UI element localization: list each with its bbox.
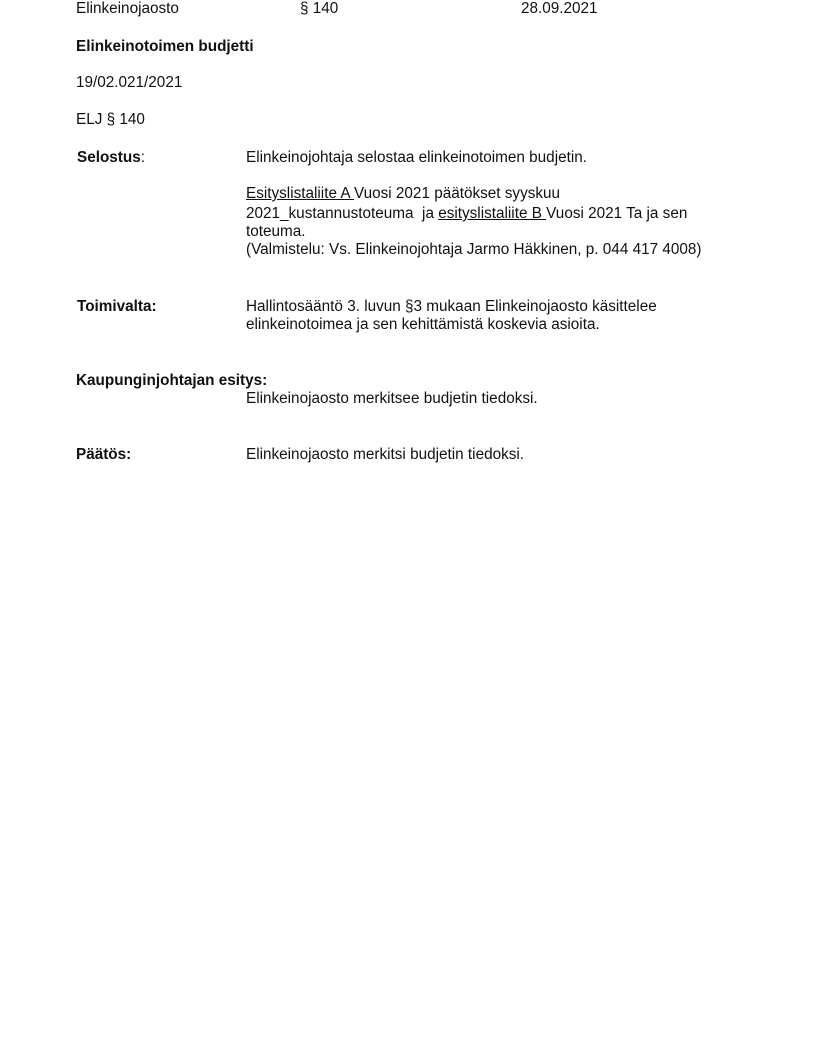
section-reference: ELJ § 140 xyxy=(76,111,145,128)
attachment-b-link[interactable]: esityslistaliite B xyxy=(438,205,547,222)
selostus-label-colon: : xyxy=(140,149,146,166)
paatos-text: Elinkeinojaosto merkitsi budjetin tiedoksi. xyxy=(246,446,525,463)
attachment-a-description: Vuosi 2021 päätökset syyskuu xyxy=(353,185,561,202)
header-meeting-date: 28.09.2021 xyxy=(521,0,598,17)
header-body-name: Elinkeinojaosto xyxy=(76,0,179,17)
attachment-a-description-cont: 2021_kustannustoteuma xyxy=(246,205,418,222)
selostus-text: Elinkeinojohtaja selostaa elinkeinotoimen budjetin. xyxy=(246,149,588,166)
header-section-number: § 140 xyxy=(300,0,339,17)
selostus-preparer: (Valmistelu: Vs. Elinkeinojohtaja Jarmo Häkkinen, p. 044 417 4008) xyxy=(246,241,702,258)
esitys-label: Kaupunginjohtajan esitys: xyxy=(76,372,268,389)
document-title: Elinkeinotoimen budjetti xyxy=(76,38,254,55)
attachment-a-link[interactable]: Esityslistaliite A xyxy=(246,185,354,202)
esitys-text: Elinkeinojaosto merkitsee budjetin tiedoksi. xyxy=(246,390,538,407)
diary-number: 19/02.021/2021 xyxy=(76,74,183,91)
selostus-attachment-line-2 xyxy=(246,205,687,223)
attachment-b-description: Vuosi 2021 Ta ja sen xyxy=(546,205,688,222)
toimivalta-label: Toimivalta: xyxy=(77,298,157,315)
selostus-attachment-line-3: toteuma. xyxy=(246,223,306,240)
selostus-label xyxy=(77,149,145,167)
attachment-separator: ja xyxy=(417,205,439,222)
toimivalta-text-line-1: Hallintosääntö 3. luvun §3 mukaan Elinkeinojaosto käsittelee xyxy=(246,298,657,315)
toimivalta-text-line-2: elinkeinotoimea ja sen kehittämistä koskevia asioita. xyxy=(246,316,600,333)
paatos-label: Päätös: xyxy=(76,446,132,463)
selostus-label-text: Selostus xyxy=(77,149,141,166)
selostus-attachment-line-1 xyxy=(246,185,560,203)
